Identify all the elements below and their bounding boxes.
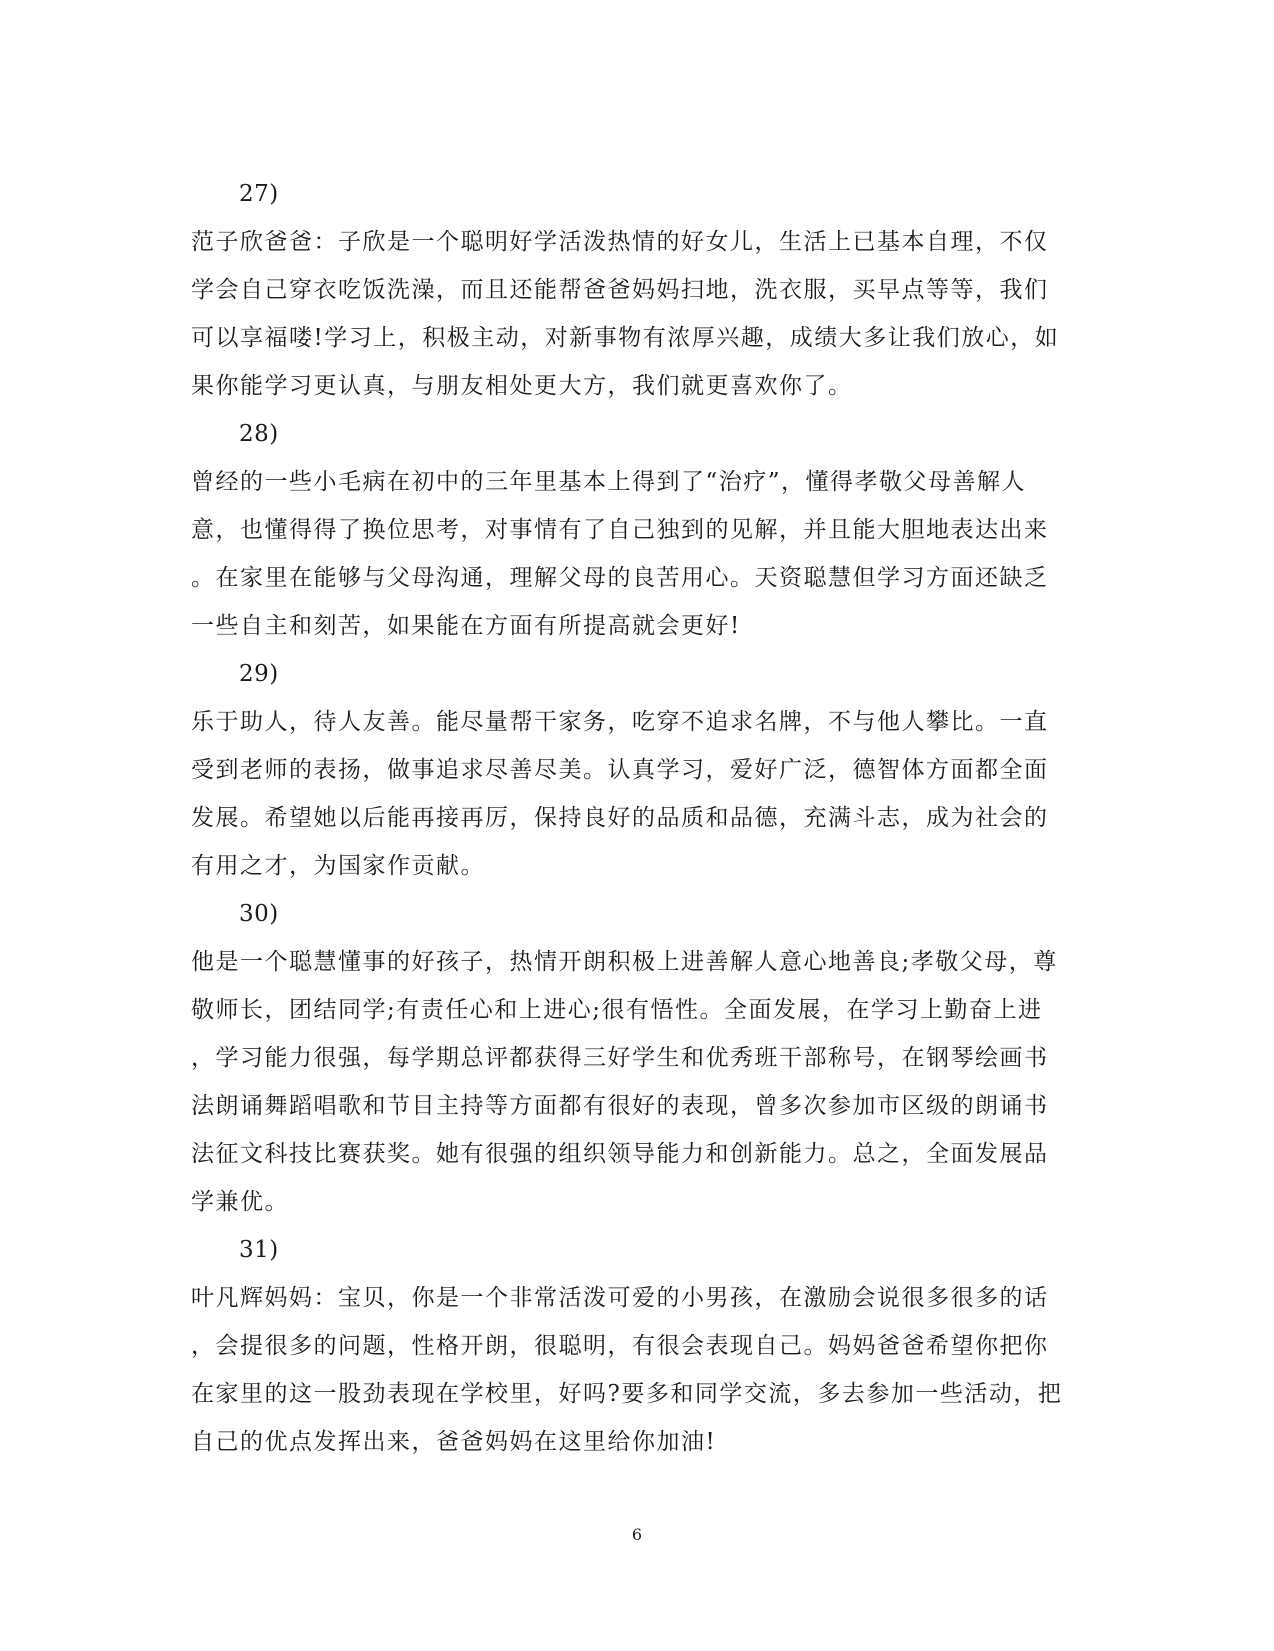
- entry-27: [191, 170, 1091, 410]
- entry-31: [191, 1226, 1091, 1466]
- entry-text-line: 意，也懂得得了换位思考，对事情有了自己独到的见解，并且能大胆地表达出来: [191, 517, 1049, 543]
- entry-text-line: 范子欣爸爸：子欣是一个聪明好学活泼热情的好女儿，生活上已基本自理，不仅: [191, 229, 1049, 255]
- entry-text-line: 曾经的一些小毛病在初中的三年里基本上得到了“治疗”，懂得孝敬父母善解人: [191, 469, 1027, 495]
- entry-28: [191, 410, 1091, 650]
- entry-text-line: ，会提很多的问题，性格开朗，很聪明，有很会表现自己。妈妈爸爸希望你把你: [191, 1333, 1049, 1359]
- entry-text-line: 可以享福喽!学习上，积极主动，对新事物有浓厚兴趣，成绩大多让我们放心，如: [191, 325, 1060, 351]
- entry-text-line: 敬师长，团结同学;有责任心和上进心;很有悟性。全面发展，在学习上勤奋上进: [191, 997, 1043, 1023]
- entry-30: [191, 890, 1091, 1226]
- entry-text-line: 乐于助人，待人友善。能尽量帮干家务，吃穿不追求名牌，不与他人攀比。一直: [191, 709, 1049, 735]
- entry-text-line: 果你能学习更认真，与朋友相处更大方，我们就更喜欢你了。: [191, 373, 853, 399]
- entry-text-line: 。在家里在能够与父母沟通，理解父母的良苦用心。天资聪慧但学习方面还缺乏: [191, 565, 1049, 591]
- entry-text-line: 他是一个聪慧懂事的好孩子，热情开朗积极上进善解人意心地善良;孝敬父母，尊: [191, 949, 1058, 975]
- entry-text-line: 有用之才，为国家作贡献。: [191, 853, 485, 879]
- page-number: 6: [631, 1525, 643, 1544]
- entry-number: 30): [239, 901, 279, 927]
- entry-number: 31): [239, 1237, 279, 1263]
- entry-text-line: 法朗诵舞蹈唱歌和节目主持等方面都有很好的表现，曾多次参加市区级的朗诵书: [191, 1093, 1049, 1119]
- entry-text-line: ，学习能力很强，每学期总评都获得三好学生和优秀班干部称号，在钢琴绘画书: [191, 1045, 1049, 1071]
- entry-number: 27): [239, 181, 279, 207]
- document-body: [191, 170, 1091, 1466]
- entry-text-line: 一些自主和刻苦，如果能在方面有所提高就会更好!: [191, 613, 741, 639]
- entry-29: [191, 650, 1091, 890]
- entry-number: 29): [239, 661, 279, 687]
- entry-text-line: 发展。希望她以后能再接再厉，保持良好的品质和品德，充满斗志，成为社会的: [191, 805, 1049, 831]
- entry-text-line: 叶凡辉妈妈：宝贝，你是一个非常活泼可爱的小男孩，在激励会说很多很多的话: [191, 1285, 1049, 1311]
- entry-number: 28): [239, 421, 279, 447]
- entry-text-line: 法征文科技比赛获奖。她有很强的组织领导能力和创新能力。总之，全面发展品: [191, 1141, 1049, 1167]
- entry-text-line: 学兼优。: [191, 1189, 289, 1215]
- entry-text-line: 学会自己穿衣吃饭洗澡，而且还能帮爸爸妈妈扫地，洗衣服，买早点等等，我们: [191, 277, 1049, 303]
- entry-text-line: 自己的优点发挥出来，爸爸妈妈在这里给你加油!: [191, 1429, 717, 1455]
- entry-text-line: 受到老师的表扬，做事追求尽善尽美。认真学习，爱好广泛，德智体方面都全面: [191, 757, 1049, 783]
- entry-text-line: 在家里的这一股劲表现在学校里，好吗?要多和同学交流，多去参加一些活动，把: [191, 1381, 1063, 1407]
